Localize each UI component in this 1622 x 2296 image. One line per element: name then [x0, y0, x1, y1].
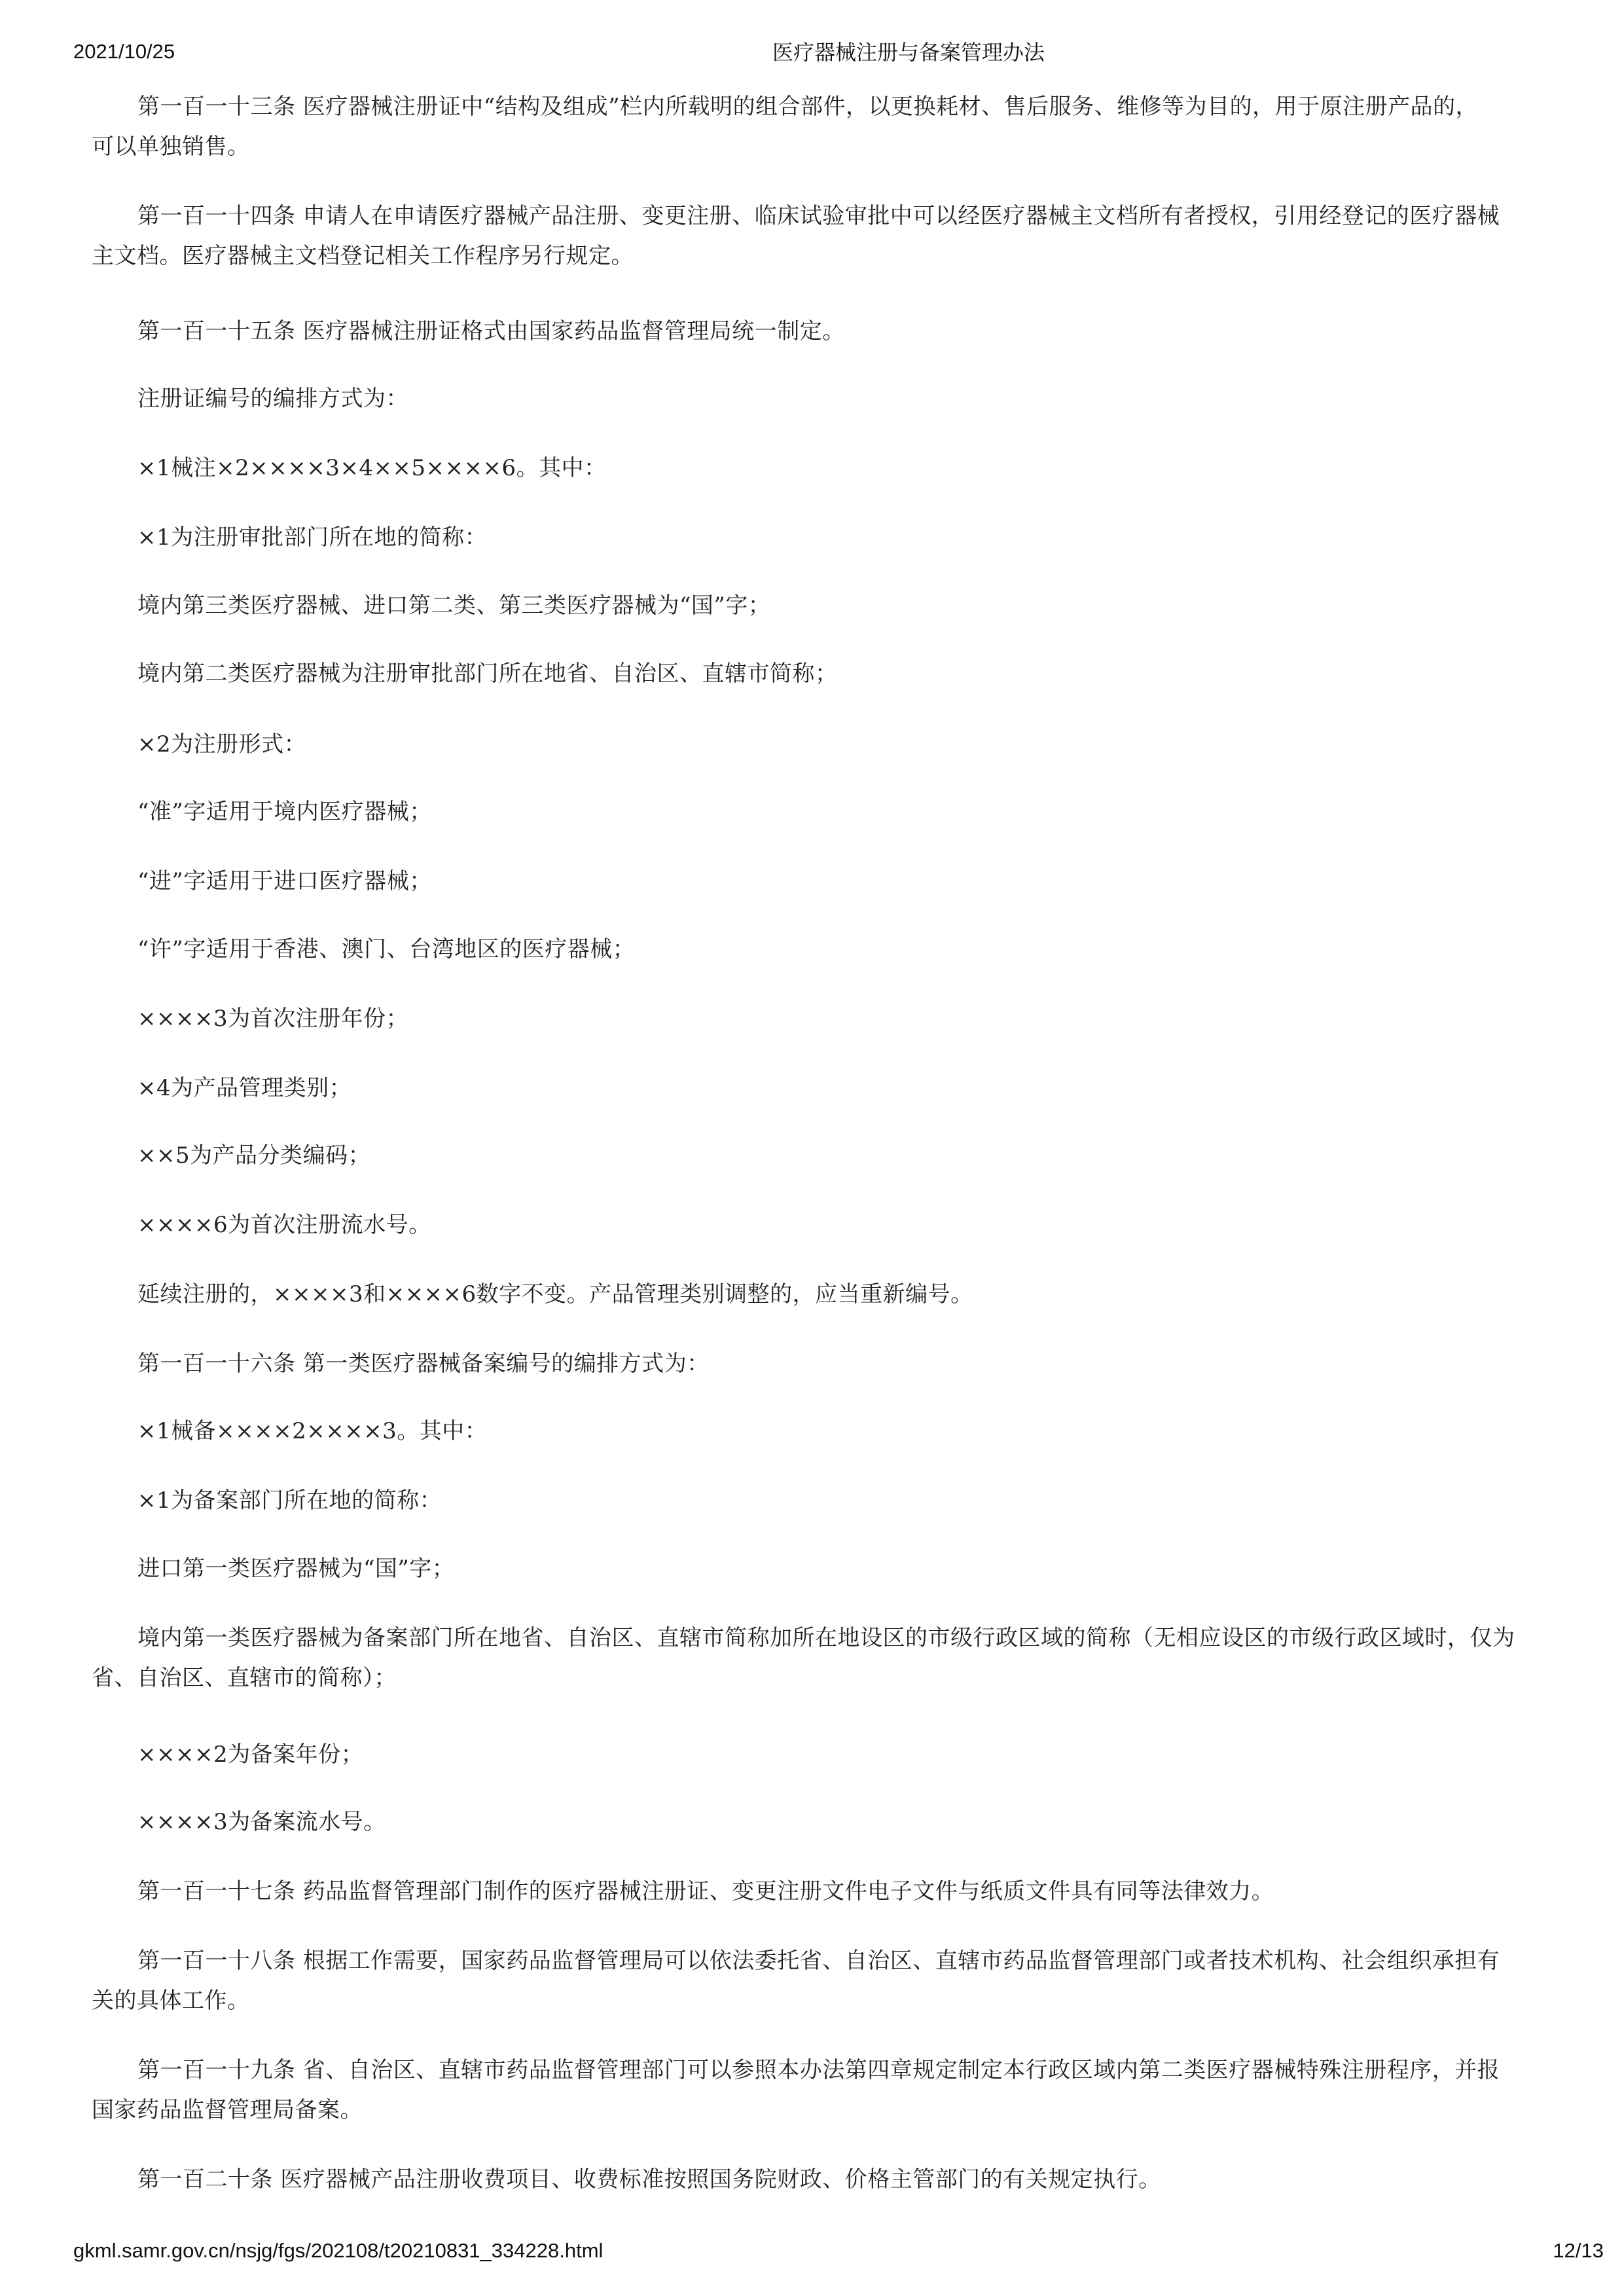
- paragraph-line: ×4为产品管理类别；: [137, 1075, 352, 1101]
- paragraph-line: 境内第一类医疗器械为备案部门所在地省、自治区、直辖市简称加所在地设区的市级行政区域的简称（无相应设区的市级行政区域时，仅为: [137, 1625, 1515, 1651]
- paragraph-line: 国家药品监督管理局备案。: [92, 2097, 363, 2123]
- paragraph-line: 进口第一类医疗器械为“国”字；: [137, 1556, 455, 1582]
- paragraph-line: ×1械备××××2××××3。其中：: [137, 1418, 488, 1444]
- paragraph-line: 第一百一十八条 根据工作需要，国家药品监督管理局可以依法委托省、自治区、直辖市药品监督管理部门或者技术机构、社会组织承担有: [137, 1948, 1500, 1974]
- paragraph-line: 第一百一十三条 医疗器械注册证中“结构及组成”栏内所载明的组合部件，以更换耗材、售后服务、维修等为目的，用于原注册产品的，: [137, 94, 1479, 120]
- paragraph-line: “许”字适用于香港、澳门、台湾地区的医疗器械；: [137, 936, 636, 962]
- paragraph-line: ××××3为首次注册年份；: [137, 1006, 409, 1032]
- paragraph-line: ××××6为首次注册流水号。: [137, 1212, 431, 1238]
- paragraph-line: 第一百一十六条 第一类医疗器械备案编号的编排方式为：: [137, 1351, 710, 1377]
- paragraph-line: “进”字适用于进口医疗器械；: [137, 868, 432, 894]
- page-number: 12/13: [1553, 2239, 1604, 2262]
- paragraph-line: 第一百二十条 医疗器械产品注册收费项目、收费标准按照国务院财政、价格主管部门的有关规定执行。: [137, 2166, 1161, 2193]
- paragraph-line: 第一百一十五条 医疗器械注册证格式由国家药品监督管理局统一制定。: [137, 318, 845, 344]
- paragraph-line: ×2为注册形式：: [137, 731, 307, 757]
- paragraph-line: 境内第二类医疗器械为注册审批部门所在地省、自治区、直辖市简称；: [137, 661, 838, 687]
- paragraph-line: 延续注册的，××××3和××××6数字不变。产品管理类别调整的，应当重新编号。: [137, 1281, 973, 1307]
- paragraph-line: ×1械注×2××××3×4××5××××6。其中：: [137, 455, 607, 481]
- paragraph-line: 可以单独销售。: [92, 134, 250, 160]
- paragraph-line: 第一百一十七条 药品监督管理部门制作的医疗器械注册证、变更注册文件电子文件与纸质文件具有同等法律效力。: [137, 1878, 1274, 1904]
- paragraph-line: 关的具体工作。: [92, 1988, 250, 2014]
- paragraph-line: ××5为产品分类编码；: [137, 1142, 371, 1169]
- print-date: 2021/10/25: [73, 40, 175, 63]
- page-url: gkml.samr.gov.cn/nsjg/fgs/202108/t20210831_334228.html: [73, 2239, 604, 2262]
- paragraph-line: 主文档。医疗器械主文档登记相关工作程序另行规定。: [92, 243, 634, 269]
- paragraph-line: “准”字适用于境内医疗器械；: [137, 799, 432, 825]
- paragraph-line: 省、自治区、直辖市的简称）；: [92, 1665, 397, 1691]
- paragraph-line: 境内第三类医疗器械、进口第二类、第三类医疗器械为“国”字；: [137, 592, 771, 619]
- page-title: 医疗器械注册与备案管理办法: [772, 41, 1045, 64]
- paragraph-line: 注册证编号的编排方式为：: [137, 386, 408, 412]
- paragraph-line: 第一百一十九条 省、自治区、直辖市药品监督管理部门可以参照本办法第四章规定制定本行政区域内第二类医疗器械特殊注册程序，并报: [137, 2057, 1500, 2083]
- paragraph-line: ××××3为备案流水号。: [137, 1809, 386, 1835]
- paragraph-line: ×1为注册审批部门所在地的简称：: [137, 524, 488, 551]
- paragraph-line: 第一百一十四条 申请人在申请医疗器械产品注册、变更注册、临床试验审批中可以经医疗器械主文档所有者授权，引用经登记的医疗器械: [137, 203, 1500, 229]
- paragraph-line: ××××2为备案年份；: [137, 1741, 364, 1768]
- paragraph-line: ×1为备案部门所在地的简称：: [137, 1487, 442, 1514]
